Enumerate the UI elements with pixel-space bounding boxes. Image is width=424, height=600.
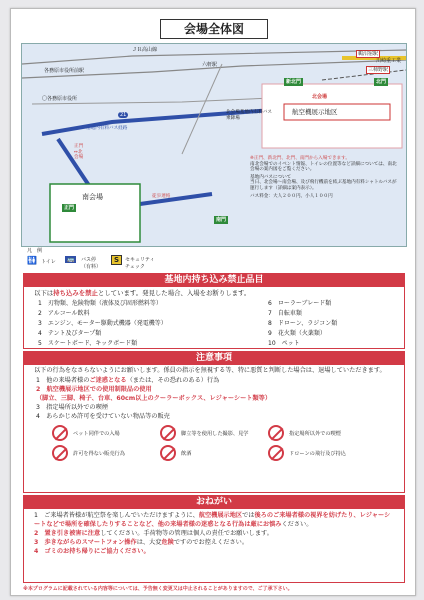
banned-title: 基地内持ち込み禁止品目 xyxy=(24,274,404,287)
map-notes xyxy=(250,156,400,199)
security-icon: S xyxy=(111,255,122,265)
no-pet-icon xyxy=(52,425,68,441)
prohibition-ladder xyxy=(160,425,268,441)
bus-fee: バス料金：大人２００円、小人１００円 xyxy=(250,193,333,199)
banned-item: 2 アルコール飲料 xyxy=(38,310,90,317)
legend-toilet: トイレ xyxy=(41,259,56,265)
bus-route-label: 基地内有料バス経路 xyxy=(86,126,128,131)
label-station: 各務原市役所前駅 xyxy=(44,68,85,74)
caution-item: 4 あらかじめ許可を受けていない物品等の販売 xyxy=(36,413,170,420)
prohibition-label: 飲酒 xyxy=(181,450,192,457)
no-smoking-icon xyxy=(268,425,284,441)
request-item xyxy=(34,529,394,538)
prohibition-smoking xyxy=(268,425,376,441)
station-unuma: 鵜沼宿駅 xyxy=(358,51,379,57)
caution-item-1-em: ご迷惑となる xyxy=(89,377,127,384)
request-text: 1 ご来場者皆様が航空祭を楽しんでいただけますように、 xyxy=(34,512,199,519)
request-text: ですのでお控えください。 xyxy=(173,539,249,546)
prohibition-drinking xyxy=(160,445,268,461)
request-em: 危険 xyxy=(161,539,174,546)
request-em: 2 置き引き被害に注意 xyxy=(34,530,101,537)
request-text: ください。 xyxy=(281,521,313,528)
note-gates: ※正門、新北門、北門、南門から入場できます。 xyxy=(250,156,350,161)
banned-item: 4 テント及びタープ類 xyxy=(38,330,102,337)
label-kawasaki: 川崎重工業 xyxy=(376,58,402,64)
banned-items-section xyxy=(23,273,405,349)
request-title: おねがい xyxy=(24,496,404,509)
caution-list xyxy=(24,376,404,421)
station-mikakino: 三柿野駅 xyxy=(368,67,389,73)
caution-title: 注意事項 xyxy=(24,352,404,365)
no-selling-icon xyxy=(52,445,68,461)
no-drinking-icon xyxy=(160,445,176,461)
gate-north: 北門 xyxy=(376,79,387,85)
prohibition-icons xyxy=(24,421,404,461)
note-bus-detail: 当日、北会場〜南会場、及び飛行機前を結ぶ基地内有料シャトルバスが運行します（詳細は案内表示）。 xyxy=(250,180,397,191)
legend-title: 凡 例 xyxy=(27,248,43,254)
prohibition-label: 脚立等を使用した撮影、見学 xyxy=(181,430,249,437)
brochure-page xyxy=(10,8,416,596)
toilet-icon: 🚻 xyxy=(27,256,37,265)
request-list xyxy=(24,509,404,558)
request-em: 3 歩きながらのスマートフォン操作 xyxy=(34,539,137,546)
request-section xyxy=(23,495,405,583)
note-bus-title: 基地内バスについて xyxy=(250,174,292,180)
banned-intro-post: としています。発見した場合、入場をお断りします。 xyxy=(97,289,251,297)
prohibition-label: 指定場所以外での喫煙 xyxy=(289,430,341,437)
label-rokken: 六軒駅 xyxy=(202,62,218,68)
no-drone-icon xyxy=(268,445,284,461)
north-bus-stop-label: 北会場基地内有料バス乗降場 xyxy=(226,110,272,121)
banned-item: 7 自転車類 xyxy=(268,310,302,317)
banned-list-right xyxy=(268,299,337,349)
north-venue-label: 北会場 xyxy=(312,94,328,100)
caution-item-1-pre: 1 他の来場者様の xyxy=(36,377,90,384)
note-venue: 南北会場でのイベント情報、トイレの位置等など詳細については、南北会場の案内図をご覧ください。 xyxy=(250,161,397,173)
prohibition-selling xyxy=(52,445,160,461)
prohibition-label: ペット同伴での入場 xyxy=(73,430,120,437)
walk-connection-label: 徒歩連絡 xyxy=(152,194,171,199)
banned-item: 10 ペット xyxy=(268,340,300,347)
request-em: 航空機展示地区 xyxy=(198,512,243,519)
south-venue-label: 南会場 xyxy=(82,193,103,201)
venue-map xyxy=(21,43,407,247)
prohibition-pet xyxy=(52,425,160,441)
banned-item: 6 ローラーブレード類 xyxy=(268,300,332,307)
banned-intro xyxy=(24,287,404,299)
map-title: 会場全体図 xyxy=(160,19,268,39)
banned-intro-em: 持ち込みを禁止 xyxy=(53,289,98,297)
caution-item: 2 航空機展示地区での使用制限品の使用 xyxy=(36,386,152,393)
request-em: 後ろのご来場者様の視界を妨げたり、レジャーシートなどで場所を確保したりすることなど、他の来場者様の迷惑となる行為は厳にお慎み xyxy=(34,512,391,528)
gate-south: 南門 xyxy=(216,217,227,223)
gate-main: 正門 xyxy=(64,205,75,211)
map-legend xyxy=(21,247,405,269)
prohibition-label: ドローンの飛行及び持込 xyxy=(289,450,346,457)
banned-list-left xyxy=(38,299,268,349)
legend-bus: バス停（有料） xyxy=(81,257,102,270)
caution-item-1-post: （または、その恐れのある）行為 xyxy=(126,377,220,384)
footer-note: ※本プログラムに記載されている内容等については、予告無く変更又は中止されることがありますので、ご了承下さい。 xyxy=(23,586,293,592)
prohibition-drone xyxy=(268,445,376,461)
gate-new-north: 新北門 xyxy=(286,79,302,85)
no-ladder-icon xyxy=(160,425,176,441)
caution-item: （脚立、三脚、椅子、台車、60cm以上のクーラーボックス、レジャーシート類等） xyxy=(36,395,272,402)
route-21-badge: 21 xyxy=(120,112,127,118)
banned-item: 5 スケートボード、キックボード類 xyxy=(38,340,138,347)
banned-intro-pre: 以下は xyxy=(34,289,54,297)
banned-item: 8 ドローン、ラジコン類 xyxy=(268,320,338,327)
request-item xyxy=(34,538,394,547)
caution-intro: 以下の行為をなさらないようにお願いします。係員の指示を無視する等、特に悪質と判断した場合は、退場していただきます。 xyxy=(34,367,386,374)
request-text: してください。手荷物等の管理は個人の責任でお願いします。 xyxy=(100,530,273,537)
display-area-label: 航空機展示地区 xyxy=(292,108,338,116)
label-jr: ＪＲ高山線 xyxy=(132,47,158,53)
request-item xyxy=(34,511,394,529)
legend-security: セキュリティチェック xyxy=(125,257,155,270)
caution-item xyxy=(36,376,392,385)
request-text: では xyxy=(242,512,255,519)
bus-icon: 🚌 xyxy=(67,256,75,263)
banned-item: 9 花火類（火薬類） xyxy=(268,330,326,337)
request-text: は、大変 xyxy=(136,539,162,546)
prohibition-label: 許可を得ない販売行為 xyxy=(73,450,125,457)
caution-section xyxy=(23,351,405,493)
request-item: 4 ゴミのお持ち帰りにご協力ください。 xyxy=(34,548,150,555)
label-city-hall: 〇各務原市役所 xyxy=(42,96,78,102)
banned-item: 3 エンジン、モーター駆動式機器（発電機等） xyxy=(38,320,167,327)
caution-item: 3 指定場所以外での喫煙 xyxy=(36,404,108,411)
banned-list xyxy=(24,299,404,349)
shuttle-walk-label: 正門↔北会場 xyxy=(74,144,84,161)
banned-item: 1 刃物類、危険物類（液体及び固形燃料等） xyxy=(38,300,162,307)
